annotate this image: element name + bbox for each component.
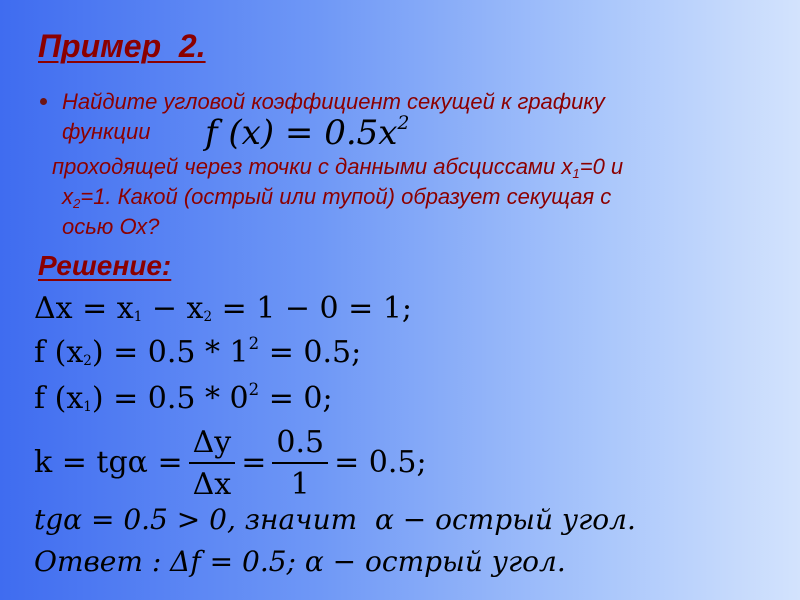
solution-line-f-x2: f $(x2) = 0.5 * 1^2 = 0.5$; [34, 333, 362, 370]
solution-line-delta-x: Δx = x1 − x2 = 1 − 0 = 1; [34, 291, 413, 326]
problem-line-2: функции [62, 119, 151, 144]
solution-line-answer: Ответ : Δf = 0.5; α − острый угол. [34, 545, 566, 578]
problem-line-4: х2=1. Какой (острый или тупой) образует секущая с [62, 184, 612, 211]
fraction-values: $\frac{0.5}{1}$ [272, 428, 328, 500]
problem-line-3: проходящей через точки с данными абсциссами х1=0 и [52, 154, 624, 181]
problem-line-5: осью Ох? [62, 214, 160, 239]
solution-line-slope: k = tgα = $\frac{\Delta y}{\Delta x}$ = $\frac{0.5}{1}$ = 0.5; [34, 425, 427, 502]
function-formula: f $(x) = 0.5x^2$ [205, 113, 410, 153]
problem-line-1: Найдите угловой коэффициент секущей к графику [62, 89, 605, 114]
bullet-marker [40, 98, 47, 105]
solution-title: Решение: [38, 250, 172, 281]
solution-line-f-x1: f $(x1) = 0.5 * 0^2 = 0$; [34, 379, 333, 416]
page-title: Пример 2. [38, 28, 206, 64]
solution-line-conclusion: tgα = 0.5 > 0, значит α − острый угол. [34, 503, 636, 536]
fraction-dy-dx: $\frac{\Delta y}{\Delta x}$ [189, 428, 236, 500]
